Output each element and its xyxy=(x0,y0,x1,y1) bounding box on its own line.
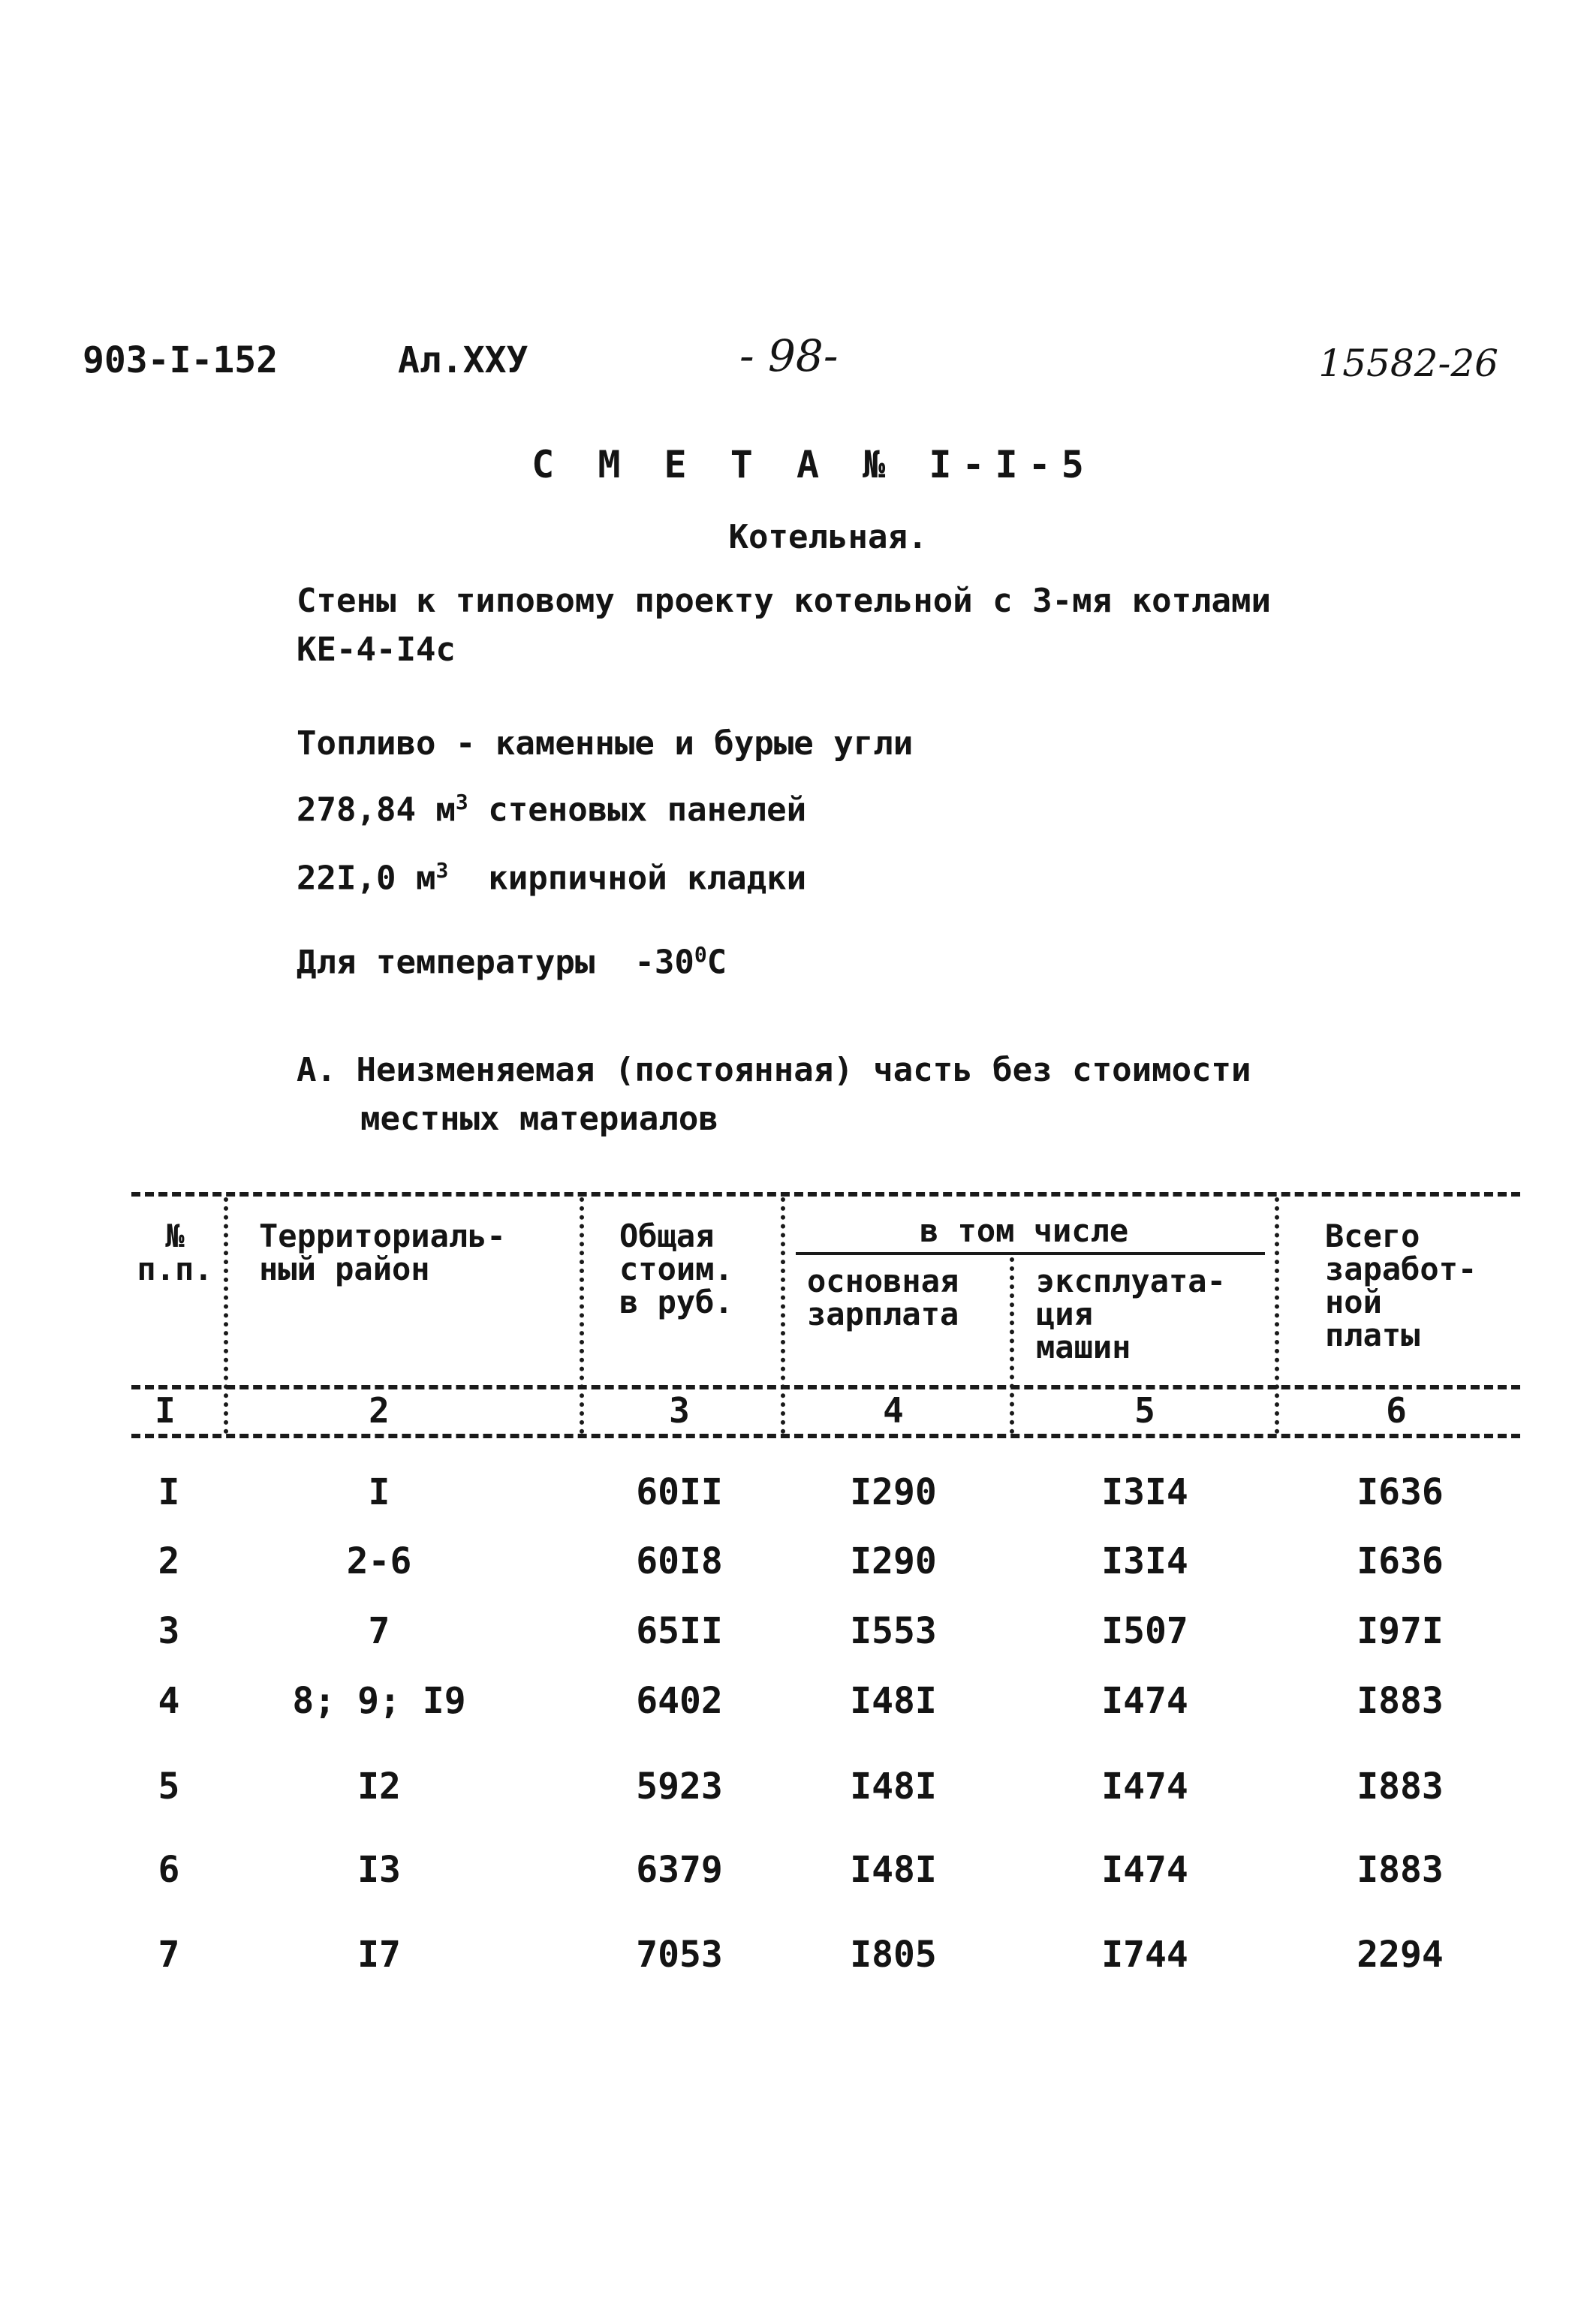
row-machine-operation: I3I4 xyxy=(1101,1471,1188,1513)
row-base-salary: I48I xyxy=(850,1766,937,1808)
column-number: 2 xyxy=(369,1390,390,1431)
inventory-number: 15582-26 xyxy=(1318,342,1498,385)
brick-text: кирпичной кладки xyxy=(448,859,807,898)
row-total-wages: I636 xyxy=(1357,1540,1444,1582)
row-base-salary: I48I xyxy=(850,1849,937,1891)
header-total-cost: Общая стоим. в руб. xyxy=(619,1218,733,1320)
estimate-subtitle: Котельная. xyxy=(728,518,928,556)
brick-unit-sup: 3 xyxy=(435,858,449,883)
temperature-sup: 0 xyxy=(694,942,707,967)
panels-unit-sup: 3 xyxy=(455,790,468,814)
row-base-salary: I805 xyxy=(850,1934,937,1976)
row-total-cost: 6402 xyxy=(636,1680,723,1722)
col-sep-1 xyxy=(224,1197,228,1434)
header-region: Территориаль- ный район xyxy=(259,1218,506,1287)
row-region: I3 xyxy=(357,1849,401,1891)
table-numbers-rule xyxy=(131,1434,1520,1438)
row-number: 4 xyxy=(158,1680,180,1722)
row-region: I7 xyxy=(357,1934,401,1976)
row-machine-operation: I3I4 xyxy=(1101,1540,1188,1582)
row-number: I xyxy=(158,1471,180,1513)
page-number: - 98- xyxy=(739,330,839,381)
col-sep-2 xyxy=(580,1197,584,1434)
table-head-rule xyxy=(131,1385,1520,1389)
row-region: 7 xyxy=(368,1610,390,1652)
row-number: 5 xyxy=(158,1766,180,1808)
column-number: 4 xyxy=(883,1390,904,1431)
section-title-line-2: местных материалов xyxy=(360,1100,718,1138)
col-sep-3 xyxy=(781,1197,785,1434)
brick-value: 22I,0 м xyxy=(297,859,436,898)
temperature-line xyxy=(297,942,727,982)
row-number: 2 xyxy=(158,1540,180,1582)
row-machine-operation: I474 xyxy=(1101,1680,1188,1722)
row-total-cost: 60II xyxy=(636,1471,723,1513)
estimate-title: С М Е Т А № I-I-5 xyxy=(531,443,1095,486)
column-number: 6 xyxy=(1386,1390,1407,1431)
row-region: I xyxy=(368,1471,390,1513)
column-number: I xyxy=(155,1390,176,1431)
including-rule xyxy=(796,1252,1265,1255)
row-total-wages: 2294 xyxy=(1357,1934,1444,1976)
column-number: 5 xyxy=(1134,1390,1155,1431)
row-machine-operation: I507 xyxy=(1101,1610,1188,1652)
row-total-cost: 65II xyxy=(636,1610,723,1652)
row-base-salary: I48I xyxy=(850,1680,937,1722)
row-total-wages: I636 xyxy=(1357,1471,1444,1513)
description-line-2: КЕ-4-I4с xyxy=(297,631,456,669)
row-total-cost: 7053 xyxy=(636,1934,723,1976)
column-number: 3 xyxy=(669,1390,690,1431)
row-total-wages: I97I xyxy=(1357,1610,1444,1652)
row-total-cost: 60I8 xyxy=(636,1540,723,1582)
row-base-salary: I553 xyxy=(850,1610,937,1652)
header-num: № п.п. xyxy=(137,1218,213,1287)
table-top-rule xyxy=(131,1192,1520,1197)
row-total-cost: 6379 xyxy=(636,1849,723,1891)
row-number: 7 xyxy=(158,1934,180,1976)
header-total-wages: Всего заработ- ной платы xyxy=(1325,1218,1477,1353)
header-including: в том числе xyxy=(920,1212,1129,1249)
row-region: I2 xyxy=(357,1766,401,1808)
row-region: 2-6 xyxy=(346,1540,412,1582)
temperature-suffix: С xyxy=(706,943,727,982)
fuel-line: Топливо - каменные и бурые угли xyxy=(297,724,914,763)
row-machine-operation: I474 xyxy=(1101,1766,1188,1808)
row-base-salary: I290 xyxy=(850,1540,937,1582)
panels-value: 278,84 м xyxy=(297,790,456,829)
row-region: 8; 9; I9 xyxy=(292,1680,466,1722)
section-title-line-1: А. Неизменяемая (постоянная) часть без стоимости xyxy=(297,1051,1251,1089)
row-total-wages: I883 xyxy=(1357,1766,1444,1808)
header-machine-operation: эксплуата- ция машин xyxy=(1036,1263,1226,1365)
col-sep-5 xyxy=(1275,1197,1279,1434)
header-base-salary: основная зарплата xyxy=(807,1263,959,1332)
brick-line xyxy=(297,858,806,898)
row-machine-operation: I744 xyxy=(1101,1934,1188,1976)
document-code: 903-I-152 xyxy=(83,339,279,381)
panels-text: стеновых панелей xyxy=(468,790,807,829)
row-total-cost: 5923 xyxy=(636,1766,723,1808)
row-base-salary: I290 xyxy=(850,1471,937,1513)
row-machine-operation: I474 xyxy=(1101,1849,1188,1891)
row-total-wages: I883 xyxy=(1357,1849,1444,1891)
row-number: 6 xyxy=(158,1849,180,1891)
row-number: 3 xyxy=(158,1610,180,1652)
description-line-1: Стены к типовому проекту котельной с 3-мя котлами xyxy=(297,582,1272,620)
row-total-wages: I883 xyxy=(1357,1680,1444,1722)
album-number: Ал.XXУ xyxy=(398,339,528,381)
temperature-prefix: Для температуры -30 xyxy=(297,943,694,982)
col-sep-4 xyxy=(1010,1257,1014,1434)
panels-line xyxy=(297,790,806,829)
